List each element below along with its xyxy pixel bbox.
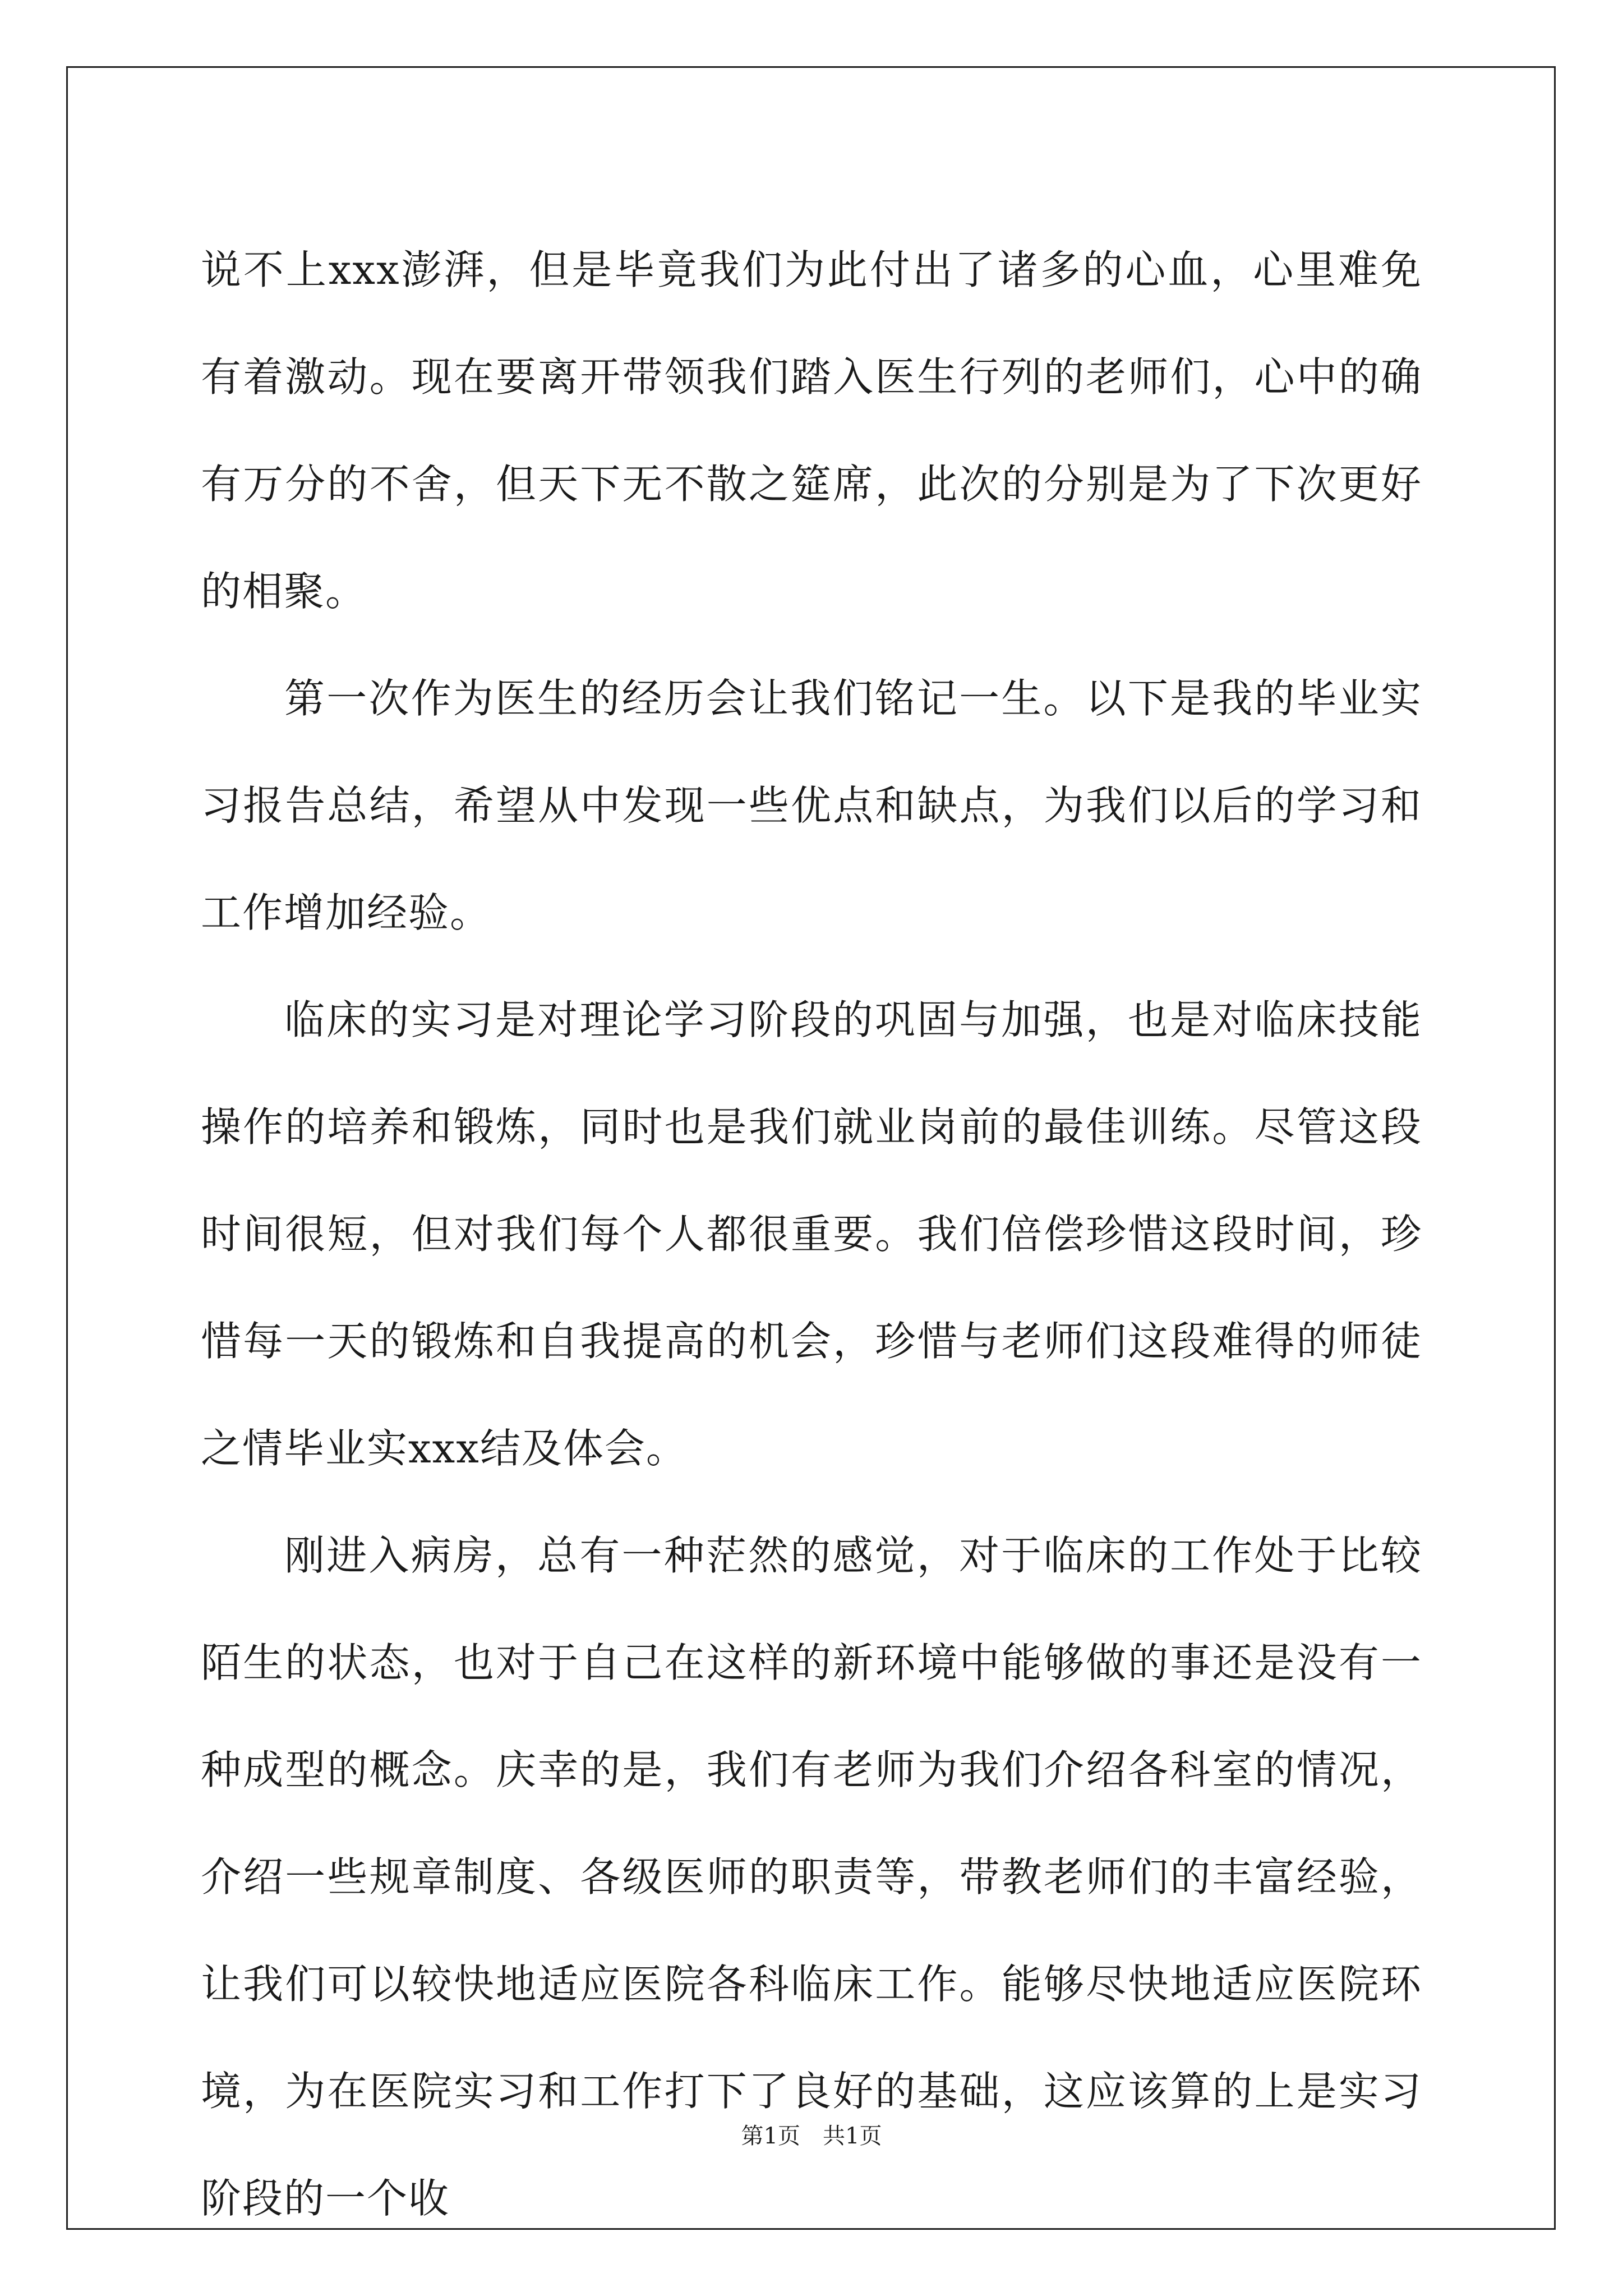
page-total: 共1页 [823, 2123, 882, 2149]
paragraph-3: 临床的实习是对理论学习阶段的巩固与加强，也是对临床技能操作的培养和锻炼，同时也是我们就业岗前的最佳训练。尽管这段时间很短，但对我们每个人都很重要。我们倍偿珍惜这段时间，珍惜每一天的锻炼和自我提高的机会，珍惜与老师们这段难得的师徒之情毕业实xxx结及体会。 [201, 996, 1422, 1472]
page-number: 第1页 [741, 2123, 800, 2149]
page-footer [0, 2122, 1623, 2150]
paragraph-1: 说不上xxx澎湃，但是毕竟我们为此付出了诸多的心血，心里难免有着激动。现在要离开带领我们踏入医生行列的老师们，心中的确有万分的不舍，但天下无不散之筵席，此次的分别是为了下次更好的相聚。 [201, 246, 1422, 615]
paragraph-2: 第一次作为医生的经历会让我们铭记一生。以下是我的毕业实习报告总结，希望从中发现一些优点和缺点，为我们以后的学习和工作增加经验。 [201, 675, 1422, 936]
paragraph-4: 刚进入病房，总有一种茫然的感觉，对于临床的工作处于比较陌生的状态，也对于自己在这样的新环境中能够做的事还是没有一种成型的概念。庆幸的是，我们有老师为我们介绍各科室的情况，介绍一些规章制度、各级医师的职责等，带教老师们的丰富经验，让我们可以较快地适应医院各科临床工作。能够尽快地适应医院环境，为在医院实习和工作打下了良好的基础，这应该算的上是实习阶段的一个收 [201, 1532, 1422, 2222]
document-body [201, 217, 1422, 2252]
